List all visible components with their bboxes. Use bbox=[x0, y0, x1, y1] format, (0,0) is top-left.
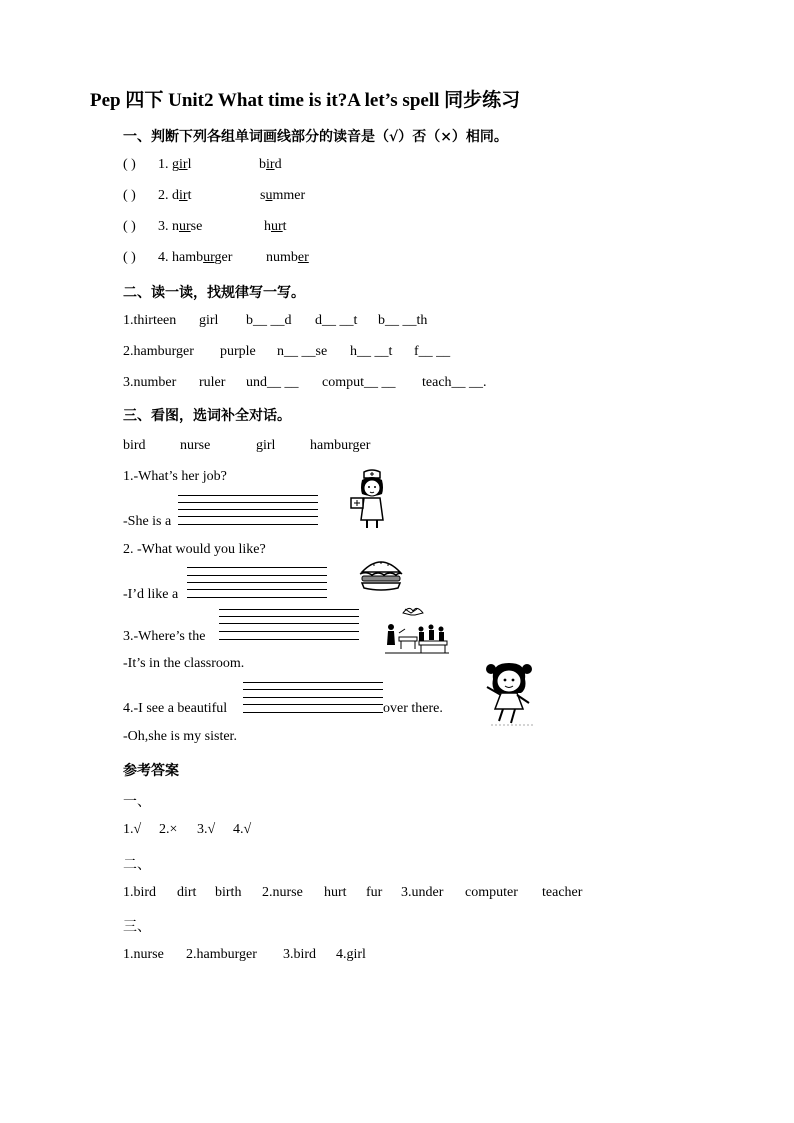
s2-r3-c4: comput__ __ bbox=[322, 375, 396, 390]
answers-part2-label: 二、 bbox=[123, 858, 151, 873]
q3-question: 3.-Where’s the bbox=[123, 629, 206, 644]
classroom-bird-illustration bbox=[383, 603, 451, 655]
q1-writing-line bbox=[178, 516, 318, 517]
s2-r1-c2: girl bbox=[199, 313, 219, 328]
q3-answer: -It’s in the classroom. bbox=[123, 656, 245, 671]
q4-question: 4.-I see a beautiful bbox=[123, 701, 228, 716]
s2-r3-c2: ruler bbox=[199, 375, 226, 390]
s2-r3-c5: teach__ __. bbox=[422, 375, 487, 390]
answer-2-3: birth bbox=[215, 885, 242, 900]
answer-2-2: dirt bbox=[177, 885, 197, 900]
answer-1-1: 1.√ bbox=[123, 822, 142, 837]
q2-writing-line bbox=[187, 567, 327, 568]
hamburger-illustration bbox=[358, 556, 404, 594]
s1-item3-word1: 3. nurse bbox=[158, 219, 203, 234]
q4-writing-line bbox=[243, 682, 383, 683]
q4-writing-line bbox=[243, 689, 383, 690]
answer-2-6: fur bbox=[366, 885, 383, 900]
nurse-illustration bbox=[348, 468, 394, 530]
q4-writing-line bbox=[243, 712, 383, 713]
s1-item3-word2: hurt bbox=[264, 219, 287, 234]
word-bank-bird: bird bbox=[123, 438, 146, 453]
section2-heading: 二、读一读，找规律写一写。 bbox=[123, 285, 305, 301]
q1-writing-line bbox=[178, 509, 318, 510]
s1-item1-paren: ( ) bbox=[123, 157, 136, 172]
answer-2-9: teacher bbox=[542, 885, 583, 900]
q3-writing-line bbox=[219, 631, 359, 632]
q4-answer: -Oh,she is my sister. bbox=[123, 729, 237, 744]
s1-item4-word2: number bbox=[266, 250, 309, 265]
q3-writing-line bbox=[219, 616, 359, 617]
s2-r1-c4: d__ __t bbox=[315, 313, 358, 328]
q1-writing-line bbox=[178, 495, 318, 496]
q1-question: 1.-What’s her job? bbox=[123, 469, 227, 484]
s1-item1-word2: bird bbox=[259, 157, 282, 172]
answer-1-2: 2.× bbox=[159, 822, 178, 837]
answer-2-1: 1.bird bbox=[123, 885, 157, 900]
s2-r2-c2: purple bbox=[220, 344, 256, 359]
s1-item3-paren: ( ) bbox=[123, 219, 136, 234]
s2-r1-c1: 1.thirteen bbox=[123, 313, 177, 328]
answers-part1-label: 一、 bbox=[123, 795, 151, 810]
s1-item4-paren: ( ) bbox=[123, 250, 136, 265]
s2-r3-c3: und__ __ bbox=[246, 375, 299, 390]
girl-illustration bbox=[481, 659, 537, 729]
s2-r1-c5: b__ __th bbox=[378, 313, 428, 328]
s1-item2-word2: summer bbox=[260, 188, 306, 203]
s2-r3-c1: 3.number bbox=[123, 375, 177, 390]
q4-writing-line bbox=[243, 697, 383, 698]
q4-question-end: over there. bbox=[383, 701, 443, 716]
section3-heading: 三、看图，选词补全对话。 bbox=[123, 408, 291, 424]
answer-3-2: 2.hamburger bbox=[186, 947, 257, 962]
answer-2-4: 2.nurse bbox=[262, 885, 303, 900]
q1-writing-line bbox=[178, 524, 318, 525]
answers-heading: 参考答案 bbox=[123, 763, 179, 779]
answer-3-4: 4.girl bbox=[336, 947, 366, 962]
answers-part3-label: 三、 bbox=[123, 920, 151, 935]
answer-3-1: 1.nurse bbox=[123, 947, 164, 962]
page-title: Pep 四下 Unit2 What time is it?A let’s spell 同步练习 bbox=[90, 90, 521, 111]
s2-r2-c3: n__ __se bbox=[277, 344, 328, 359]
answer-1-3: 3.√ bbox=[197, 822, 216, 837]
answer-3-3: 3.bird bbox=[283, 947, 317, 962]
answer-2-7: 3.under bbox=[401, 885, 444, 900]
s2-r2-c1: 2.hamburger bbox=[123, 344, 194, 359]
q2-writing-line bbox=[187, 589, 327, 590]
q3-writing-line bbox=[219, 609, 359, 610]
answer-1-4: 4.√ bbox=[233, 822, 252, 837]
q4-writing-line bbox=[243, 704, 383, 705]
answer-2-8: computer bbox=[465, 885, 518, 900]
q1-answer-prompt: -She is a bbox=[123, 514, 172, 529]
section1-heading: 一、判断下列各组单词画线部分的读音是（√）否（×）相同。 bbox=[123, 129, 508, 145]
q1-writing-line bbox=[178, 502, 318, 503]
s2-r1-c3: b__ __d bbox=[246, 313, 292, 328]
q3-writing-line bbox=[219, 623, 359, 624]
s1-item2-paren: ( ) bbox=[123, 188, 136, 203]
s1-item1-word1: 1. girl bbox=[158, 157, 192, 172]
q2-writing-line bbox=[187, 582, 327, 583]
s2-r2-c5: f__ __ bbox=[414, 344, 451, 359]
s2-r2-c4: h__ __t bbox=[350, 344, 393, 359]
q2-question: 2. -What would you like? bbox=[123, 542, 266, 557]
word-bank-girl: girl bbox=[256, 438, 276, 453]
answer-2-5: hurt bbox=[324, 885, 347, 900]
q2-writing-line bbox=[187, 597, 327, 598]
q2-answer-prompt: -I’d like a bbox=[123, 587, 179, 602]
q3-writing-line bbox=[219, 639, 359, 640]
s1-item4-word1: 4. hamburger bbox=[158, 250, 233, 265]
word-bank-nurse: nurse bbox=[180, 438, 211, 453]
word-bank-hamburger: hamburger bbox=[310, 438, 371, 453]
q2-writing-line bbox=[187, 575, 327, 576]
s1-item2-word1: 2. dirt bbox=[158, 188, 192, 203]
